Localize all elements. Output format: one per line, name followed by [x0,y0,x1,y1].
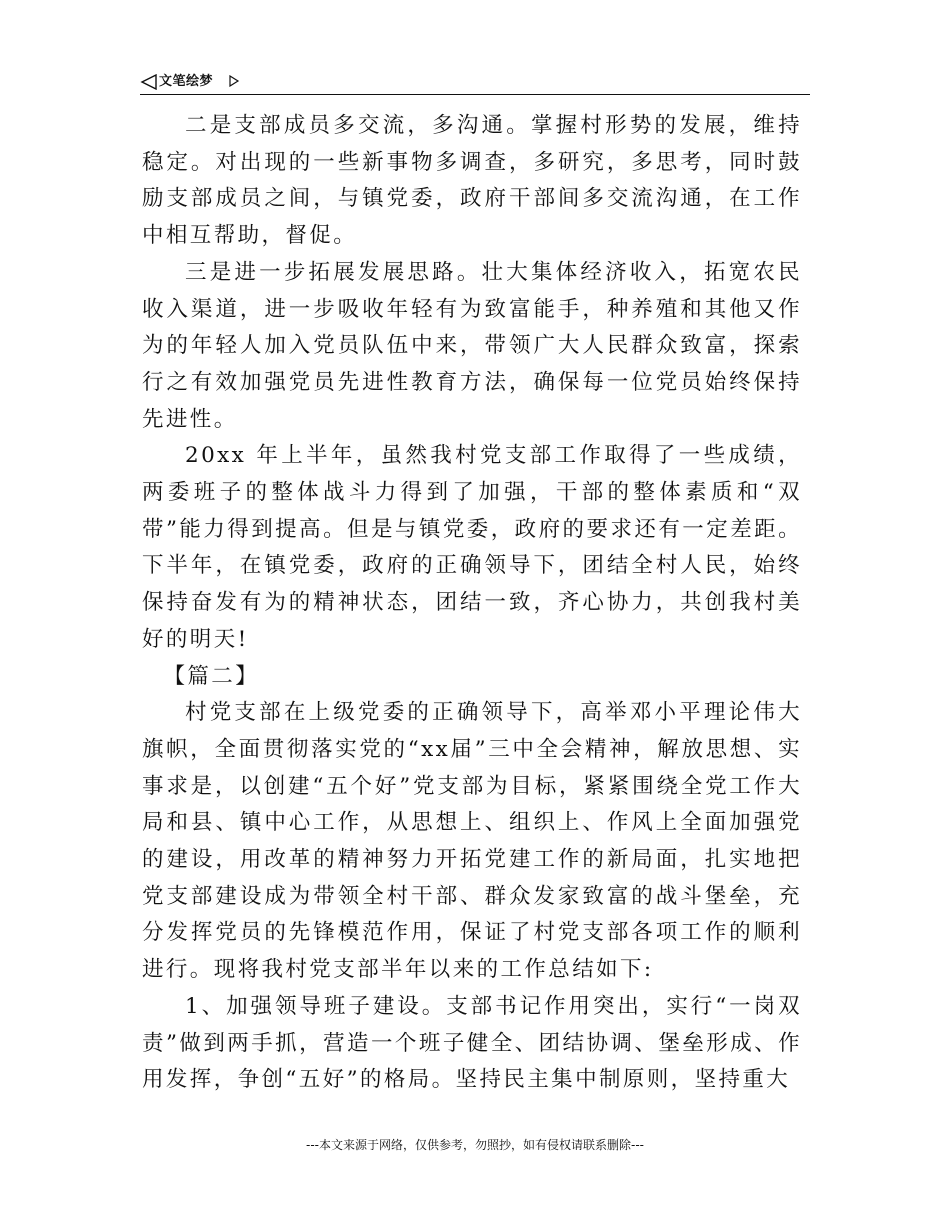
document-body [142,108,802,1099]
triangle-left-outline-icon [140,74,158,90]
body-paragraph: 二是支部成员多交流，多沟通。掌握村形势的发展，维持稳定。对出现的一些新事物多调查，多研究，多思考，同时鼓励支部成员之间，与镇党委，政府干部间多交流沟通，在工作中相互帮助，督促。 [142,113,802,249]
header-brand: 文笔绘梦 [159,74,214,89]
body-paragraph: 三是进一步拓展发展思路。壮大集体经济收入，拓宽农民收入渠道，进一步吸收年轻有为致富能手，种养殖和其他又作为的年轻人加入党员队伍中来，带领广大人民群众致富，探索行之有效加强党员先进性教育方法，确保每一位党员始终保持先进性。 [142,259,802,432]
body-paragraph: 20xx 年上半年，虽然我村党支部工作取得了一些成绩，两委班子的整体战斗力得到了加强，干部的整体素质和“双带”能力得到提高。但是与镇党委，政府的要求还有一定差距。下半年，在镇党委，政府的正确领导下，团结全村人民，始终保持奋发有为的精神状态，团结一致，齐心协力，共创我村美好的明天! [142,443,802,652]
triangle-right-outline-icon [228,75,240,87]
body-paragraph: 村党支部在上级党委的正确领导下，高举邓小平理论伟大旗帜，全面贯彻落实党的“xx届”三中全会精神，解放思想、实事求是，以创建“五个好”党支部为目标，紧紧围绕全党工作大局和县、镇中心工作，从思想上、组织上、作风上全面加强党的建设，用改革的精神努力开拓党建工作的新局面，扎实地把党支部建设成为带领全村干部、群众发家致富的战斗堡垒，充分发挥党员的先锋模范作用，保证了村党支部各项工作的顺利进行。现将我村党支部半年以来的工作总结如下: [142,700,802,983]
body-paragraph: 1、加强领导班子建设。支部书记作用突出，实行“一岗双责”做到两手抓，营造一个班子健全、团结协调、堡垒形成、作用发挥，争创“五好”的格局。坚持民主集中制原则，坚持重大 [142,993,802,1093]
page-header [140,72,810,95]
page-footer: ---本文来源于网络，仅供参考，勿照抄，如有侵权请联系删除--- [306,1138,644,1152]
section-heading: 【篇二】 [163,663,260,689]
